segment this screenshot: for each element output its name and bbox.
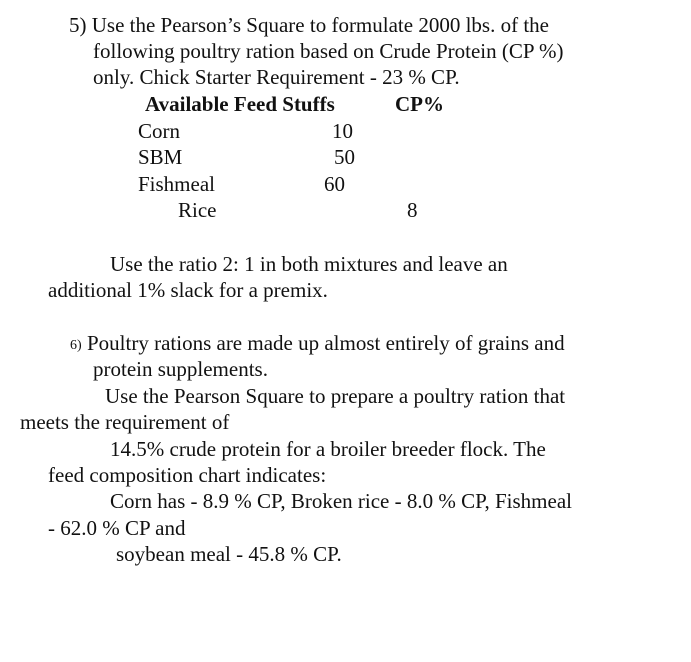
q6-number: 6): [70, 338, 82, 353]
table-header-cp: CP%: [395, 92, 444, 116]
q6-line-3: Use the Pearson Square to prepare a poultry ration that: [105, 384, 566, 408]
feed-cp-rice: 8: [407, 198, 418, 222]
q6-line-2: protein supplements.: [93, 357, 268, 381]
q5-ratio-line-2: additional 1% slack for a premix.: [48, 278, 328, 302]
q6-line-7: Corn has - 8.9 % CP, Broken rice - 8.0 % CP, Fishmeal: [110, 489, 572, 513]
feed-name-fishmeal: Fishmeal: [138, 172, 215, 196]
feed-name-corn: Corn: [138, 119, 180, 143]
q5-ratio-line-1: Use the ratio 2: 1 in both mixtures and leave an: [110, 252, 508, 276]
feed-cp-fishmeal: 60: [324, 172, 345, 196]
table-header-feed: Available Feed Stuffs: [145, 92, 335, 116]
feed-cp-corn: 10: [332, 119, 353, 143]
q6-line-1: Poultry rations are made up almost entirely of grains and: [87, 331, 565, 355]
q6-line-5: 14.5% crude protein for a broiler breeder flock. The: [110, 437, 546, 461]
q6-line-9: soybean meal - 45.8 % CP.: [116, 542, 342, 566]
q6-line-8: - 62.0 % CP and: [48, 516, 186, 540]
q6-line-6: feed composition chart indicates:: [48, 463, 327, 487]
q5-line-2: following poultry ration based on Crude Protein (CP %): [93, 39, 564, 63]
q6-line-4: meets the requirement of: [20, 410, 230, 434]
feed-name-rice: Rice: [178, 198, 217, 222]
q5-line-1: 5) Use the Pearson’s Square to formulate 2000 lbs. of the: [69, 13, 549, 37]
feed-name-sbm: SBM: [138, 145, 183, 169]
feed-cp-sbm: 50: [334, 145, 355, 169]
q5-line-3: only. Chick Starter Requirement - 23 % CP.: [93, 65, 460, 89]
